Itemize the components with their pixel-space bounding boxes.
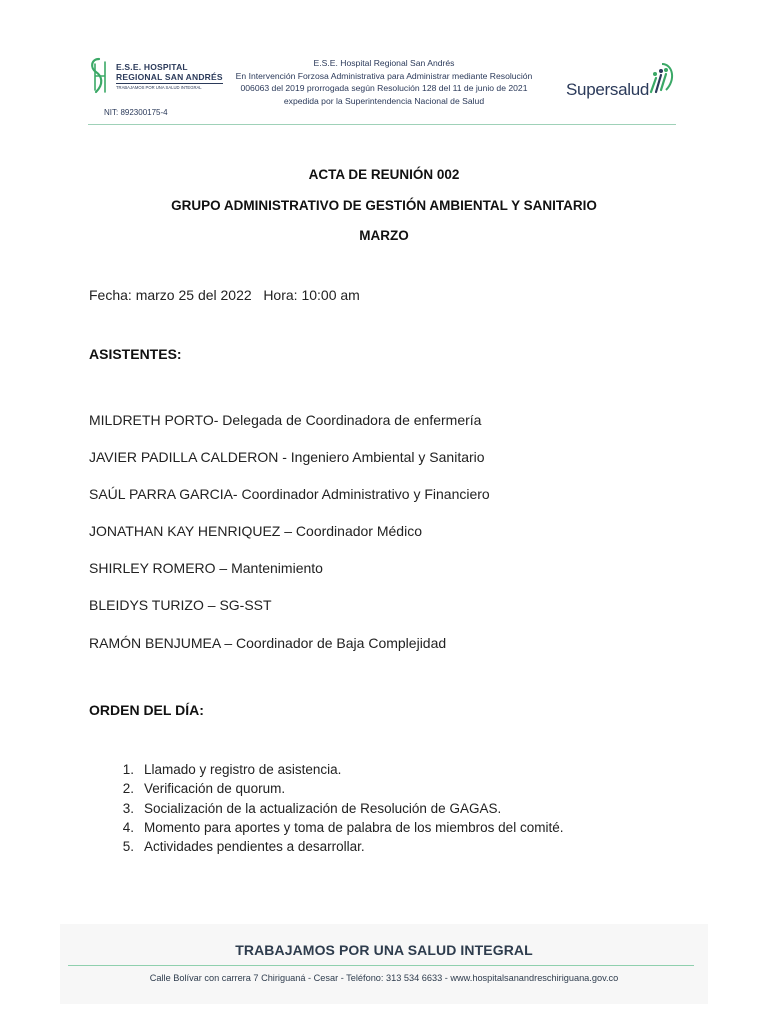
agenda-text: Verificación de quorum.	[144, 781, 286, 797]
meeting-date-time: Fecha: marzo 25 del 2022 Hora: 10:00 am	[89, 287, 360, 303]
footer-address: Calle Bolívar con carrera 7 Chiriguaná - Cesar - Teléfono: 313 534 6633 - www.hospitalsanandreschiriguana.gov.co	[149, 973, 619, 983]
supersalud-people-icon	[646, 60, 676, 96]
supersalud-wordmark: Supersalud	[566, 80, 650, 99]
header-line: expedida por la Superintendencia Nacional de Salud	[283, 95, 485, 106]
agenda-item	[89, 779, 563, 798]
document-title: ACTA DE REUNIÓN 002	[308, 167, 460, 182]
agenda-text: Momento para aportes y toma de palabra de los miembros del comité.	[144, 819, 564, 835]
attendees-heading: ASISTENTES:	[89, 346, 182, 362]
attendee-item: SHIRLEY ROMERO – Mantenimiento	[89, 560, 323, 576]
header-line: En Intervención Forzosa Administrativa para Administrar mediante Resolución	[235, 70, 533, 81]
agenda-list	[89, 760, 563, 856]
agenda-item	[89, 837, 563, 856]
attendee-item: JONATHAN KAY HENRIQUEZ – Coordinador Médico	[89, 523, 422, 539]
agenda-number: 1.	[122, 762, 134, 777]
logo-line-2: REGIONAL SAN ANDRÉS	[116, 72, 223, 82]
agenda-number: 3.	[122, 800, 134, 816]
attendee-item: MILDRETH PORTO- Delegada de Coordinadora de enfermería	[89, 412, 482, 428]
page-header	[0, 0, 768, 130]
agenda-text: Socialización de la actualización de Resolución de GAGAS.	[144, 800, 502, 816]
agenda-number: 2.	[122, 781, 134, 797]
attendee-item: RAMÓN BENJUMEA – Coordinador de Baja Complejidad	[89, 635, 447, 651]
page-footer	[60, 924, 708, 1004]
hospital-logo	[86, 56, 223, 120]
agenda-number: 4.	[122, 819, 134, 835]
document-subtitle: GRUPO ADMINISTRATIVO DE GESTIÓN AMBIENTAL Y SANITARIO	[171, 198, 597, 213]
header-center-text	[214, 57, 554, 107]
attendee-item: BLEIDYS TURIZO – SG-SST	[89, 597, 272, 613]
header-line: E.S.E. Hospital Regional San Andrés	[313, 58, 455, 68]
document-month: MARZO	[359, 228, 409, 243]
agenda-number: 5.	[122, 839, 134, 855]
attendee-item: SAÚL PARRA GARCIA- Coordinador Administrativo y Financiero	[89, 486, 490, 502]
agenda-item	[89, 818, 563, 837]
agenda-item	[89, 760, 563, 779]
header-divider	[88, 124, 676, 125]
footer-divider	[68, 965, 694, 966]
agenda-item	[89, 799, 563, 818]
agenda-text: Llamado y registro de asistencia.	[144, 762, 342, 777]
footer-motto: TRABAJAMOS POR UNA SALUD INTEGRAL	[235, 942, 533, 958]
header-line: 006063 del 2019 prorrogada según Resolución 128 del 11 de junio de 2021	[240, 83, 528, 94]
nit-label: NIT: 892300175-4	[104, 108, 168, 117]
hospital-logo-icon	[86, 56, 112, 96]
agenda-heading: ORDEN DEL DÍA:	[89, 702, 204, 718]
logo-tagline: TRABAJAMOS POR UNA SALUD INTEGRAL	[116, 85, 202, 90]
logo-line-1: E.S.E. HOSPITAL	[116, 62, 188, 72]
attendee-item: JAVIER PADILLA CALDERON - Ingeniero Ambiental y Sanitario	[89, 449, 485, 465]
supersalud-logo	[562, 60, 678, 100]
agenda-text: Actividades pendientes a desarrollar.	[144, 839, 365, 855]
